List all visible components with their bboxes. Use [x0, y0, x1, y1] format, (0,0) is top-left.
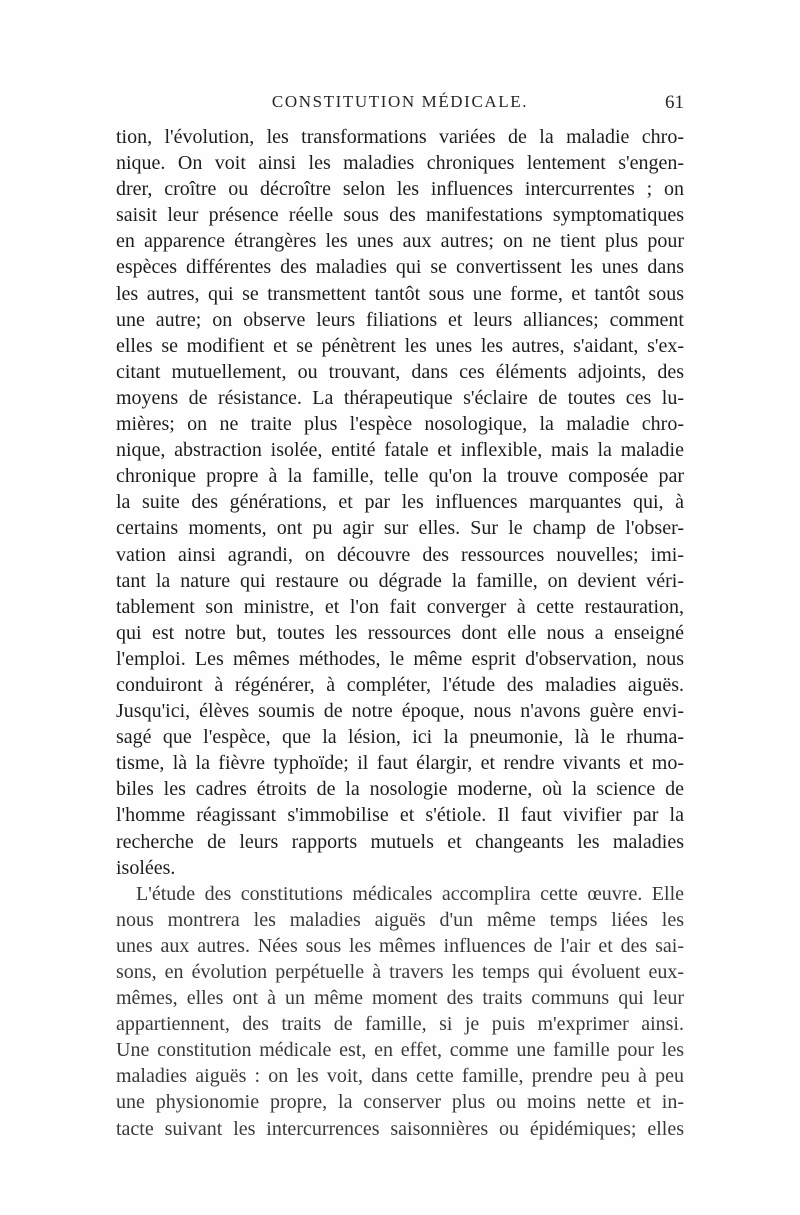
- text-line: nous montrera les maladies aiguës d'un même temps liées les: [116, 908, 684, 931]
- text-line: espèces différentes des maladies qui se convertissent les unes dans: [116, 256, 684, 279]
- text-line: maladies aiguës : on les voit, dans cette famille, prendre peu à peu: [116, 1065, 684, 1088]
- text-line: biles les cadres étroits de la nosologie moderne, où la science de: [116, 778, 684, 801]
- text-line: une autre; on observe leurs filiations et leurs alliances; comment: [116, 308, 684, 331]
- text-line: tisme, là la fièvre typhoïde; il faut élargir, et rendre vivants et mo-: [116, 752, 684, 775]
- text-line: chronique propre à la famille, telle qu'on la trouve composée par: [116, 465, 684, 488]
- text-line: nique, abstraction isolée, entité fatale et inflexible, mais la maladie: [116, 439, 684, 462]
- paragraph-end-line: isolées.: [116, 856, 176, 879]
- text-line: l'homme réagissant s'immobilise et s'étiole. Il faut vivifier par la: [116, 804, 684, 827]
- text-line: qui est notre but, toutes les ressources dont elle nous a enseigné: [116, 621, 684, 644]
- text-line: tacte suivant les intercurrences saisonnières ou épidémiques; elles: [116, 1117, 684, 1140]
- running-head: [116, 92, 684, 118]
- text-line: tant la nature qui restaure ou dégrade la famille, on devient véri-: [116, 569, 684, 592]
- text-line: sons, en évolution perpétuelle à travers les temps qui évoluent eux-: [116, 961, 684, 983]
- text-line: appartiennent, des traits de famille, si je puis m'exprimer ainsi.: [116, 1013, 684, 1036]
- text-line: Une constitution médicale est, en effet, comme une famille pour les: [116, 1039, 684, 1062]
- text-line: tablement son ministre, et l'on fait converger à cette restauration,: [116, 595, 684, 618]
- page-number: 61: [665, 92, 684, 113]
- text-line: recherche de leurs rapports mutuels et changeants les maladies: [116, 830, 684, 853]
- text-line: drer, croître ou décroître selon les influences intercurrentes ; on: [116, 178, 684, 201]
- text-line: mêmes, elles ont à un même moment des traits communs qui leur: [116, 987, 684, 1010]
- body-text: [116, 124, 684, 1142]
- text-line: tion, l'évolution, les transformations variées de la maladie chro-: [116, 126, 684, 148]
- text-line: conduiront à régénérer, à compléter, l'étude des maladies aiguës.: [116, 673, 684, 696]
- text-line: vation ainsi agrandi, on découvre des ressources nouvelles; imi-: [116, 543, 684, 566]
- text-line: moyens de résistance. La thérapeutique s'éclaire de toutes ces lu-: [116, 386, 684, 409]
- text-line: l'emploi. Les mêmes méthodes, le même esprit d'observation, nous: [116, 647, 684, 670]
- text-line: unes aux autres. Nées sous les mêmes influences de l'air et des sai-: [116, 934, 684, 957]
- running-title: CONSTITUTION MÉDICALE.: [271, 92, 529, 111]
- text-line: citant mutuellement, ou trouvant, dans ces éléments adjoints, des: [116, 360, 684, 383]
- text-line: saisit leur présence réelle sous des manifestations symptomatiques: [116, 204, 684, 227]
- text-line: elles se modifient et se pénètrent les unes les autres, s'aidant, s'ex-: [116, 334, 684, 357]
- text-line: nique. On voit ainsi les maladies chroniques lentement s'engen-: [116, 152, 684, 175]
- text-line: certains moments, ont pu agir sur elles. Sur le champ de l'obser-: [116, 517, 684, 540]
- text-line: une physionomie propre, la conserver plus ou moins nette et in-: [116, 1091, 684, 1114]
- text-line: sagé que l'espèce, que la lésion, ici la pneumonie, là le rhuma-: [116, 726, 684, 749]
- text-line: Jusqu'ici, élèves soumis de notre époque, nous n'avons guère envi-: [116, 700, 684, 723]
- text-line: en apparence étrangères les unes aux autres; on ne tient plus pour: [116, 230, 684, 253]
- text-line: la suite des générations, et par les influences marquantes qui, à: [116, 491, 684, 514]
- text-line: les autres, qui se transmettent tantôt sous une forme, et tantôt sous: [116, 282, 684, 305]
- text-line: mières; on ne traite plus l'espèce nosologique, la maladie chro-: [116, 413, 684, 436]
- paragraph-start-line: L'étude des constitutions médicales accomplira cette œuvre. Elle: [136, 882, 684, 905]
